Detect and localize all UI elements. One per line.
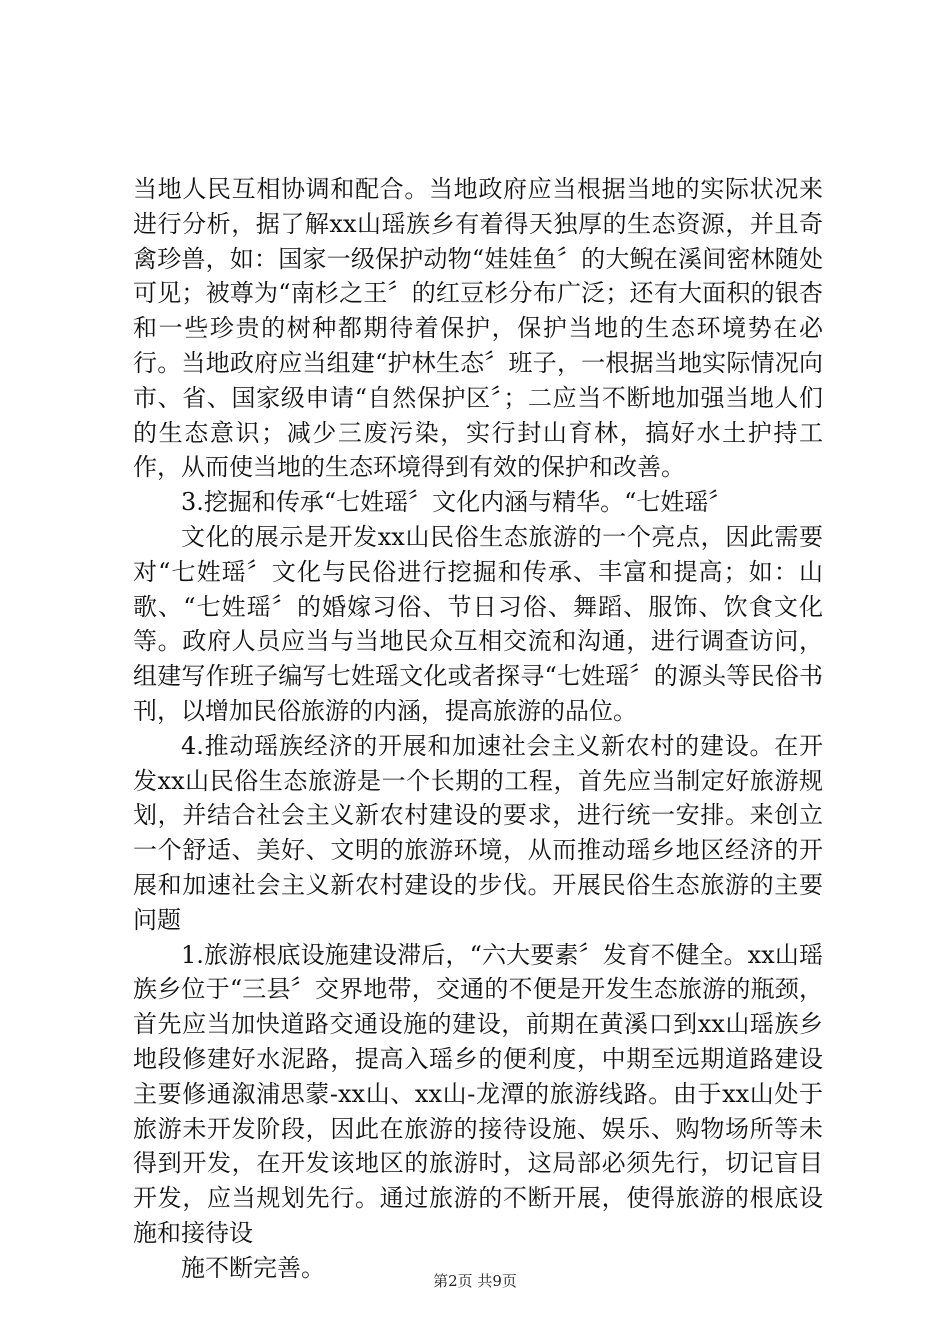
paragraph-4: 4.推动瑶族经济的开展和加速社会主义新农村的建设。在开发xx山民俗生态旅游是一个长期的工程，首先应当制定好旅游规划，并结合社会主义新农村建设的要求，进行统一安排。来创立一个舒适、美好、文明的旅游环境，从而推动瑶乡地区经济的开展和加速社会主义新农村建设的步伐。开展民俗生态旅游的主要问题 xyxy=(133,731,823,934)
paragraph-2: 3.挖掘和传承“七姓瑶〞文化内涵与精华。“七姓瑶〞 xyxy=(181,488,733,517)
paragraph-1: 当地人民互相协调和配合。当地政府应当根据当地的实际状况来进行分析，据了解xx山瑶族乡有着得天独厚的生态资源，并且奇禽珍兽，如：国家一级保护动物“娃娃鱼〞的大鲵在溪间密林随处可见；被尊为“南杉之王〞的红豆杉分布广泛；还有大面积的银杏和一些珍贵的树种都期待着保护，保护当地的生态环境势在必行。当地政府应当组建“护林生态〞班子，一根据当地实际情况向市、省、国家级申请“自然保护区〞；二应当不断地加强当地人们的生态意识；减少三废污染，实行封山育林，搞好水土护持工作，从而使当地的生态环境得到有效的保护和改善。 xyxy=(133,175,823,482)
page-number-footer: 第2页 共9页 xyxy=(433,1272,517,1290)
paragraph-5: 1.旅游根底设施建设滞后，“六大要素〞发育不健全。xx山瑶族乡位于“三县〞交界地带，交通的不便是开发生态旅游的瓶颈，首先应当加快道路交通设施的建设，前期在黄溪口到xx山瑶族乡地段修建好水泥路，提高入瑶乡的便利度，中期至远期道路建设主要修通溆浦思蒙-xx山、xx山-龙潭的旅游线路。由于xx山处于旅游未开发阶段，因此在旅游的接待设施、娱乐、购物场所等未得到开发，在开发该地区的旅游时，这局部必须先行，切记盲目开发，应当规划先行。通过旅游的不断开展，使得旅游的根底设施和接待设 xyxy=(133,940,823,1247)
paragraph-3: 文化的展示是开发xx山民俗生态旅游的一个亮点，因此需要对“七姓瑶〞文化与民俗进行挖掘和传承、丰富和提高；如：山歌、“七姓瑶〞的婚嫁习俗、节日习俗、舞蹈、服饰、饮食文化等。政府人员应当与当地民众互相交流和沟通，进行调查访问，组建写作班子编写七姓瑶文化或者探寻“七姓瑶〞的源头等民俗书刊，以增加民俗旅游的内涵，提高旅游的品位。 xyxy=(133,522,823,725)
document-body xyxy=(133,172,823,1286)
paragraph-6: 施不断完善。 xyxy=(181,1253,325,1282)
